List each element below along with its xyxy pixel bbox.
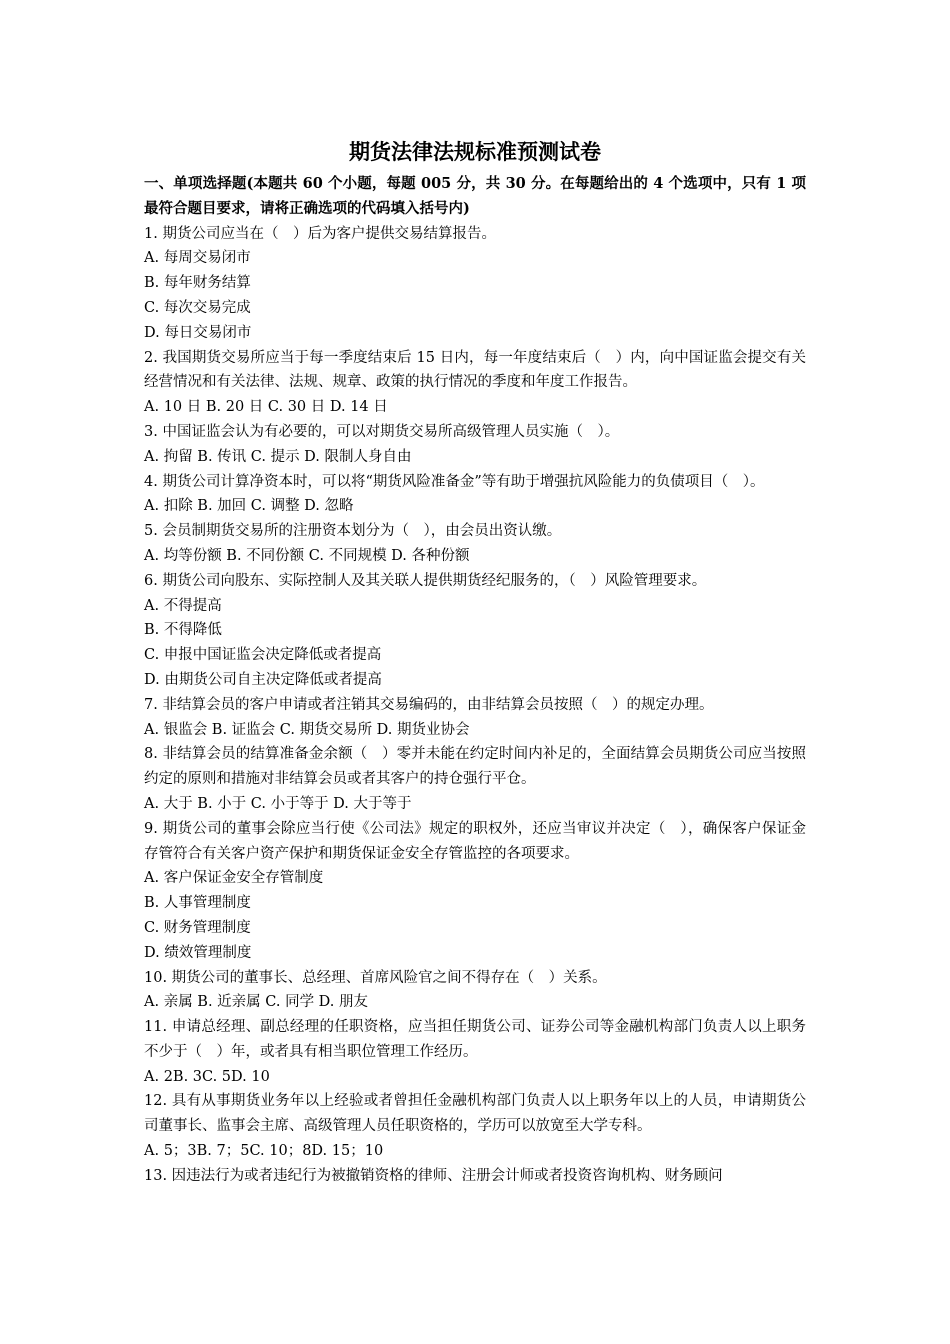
- answer-option: A. 不得提高: [144, 597, 222, 614]
- question-text: 9. 期货公司的董事会除应当行使《公司法》规定的职权外，还应当审议并决定（ ），确保客户保证金存管符合有关客户资产保护和期货保证金安全存管监控的各项要求。: [144, 820, 806, 862]
- answer-option: B. 人事管理制度: [144, 895, 251, 912]
- answer-option: A. 10 日 B. 20 日 C. 30 日 D. 14 日: [144, 399, 388, 416]
- answer-option: C. 申报中国证监会决定降低或者提高: [144, 647, 382, 664]
- question-text: 5. 会员制期货交易所的注册资本划分为（ ），由会员出资认缴。: [144, 523, 562, 540]
- answer-option: B. 不得降低: [144, 622, 222, 639]
- document-title: 期货法律法规标准预测试卷: [349, 139, 601, 164]
- answer-option: A. 拘留 B. 传讯 C. 提示 D. 限制人身自由: [144, 448, 412, 465]
- answer-option: A. 扣除 B. 加回 C. 调整 D. 忽略: [144, 498, 354, 515]
- answer-option: B. 每年财务结算: [144, 275, 251, 292]
- answer-option: A. 客户保证金安全存管制度: [144, 870, 324, 887]
- answer-option: C. 每次交易完成: [144, 299, 251, 316]
- question-text: 7. 非结算会员的客户申请或者注销其交易编码的，由非结算会员按照（ ）的规定办理。: [144, 696, 714, 713]
- question-text: 8. 非结算会员的结算准备金余额（ ）零并未能在约定时间内补足的，全面结算会员期货公司应当按照约定的原则和措施对非结算会员或者其客户的持仓强行平仓。: [144, 746, 806, 788]
- answer-option: D. 由期货公司自主决定降低或者提高: [144, 671, 382, 688]
- question-text: 10. 期货公司的董事长、总经理、首席风险官之间不得存在（ ）关系。: [144, 969, 607, 986]
- answer-option: A. 大于 B. 小于 C. 小于等于 D. 大于等于: [144, 795, 412, 812]
- question-text: 2. 我国期货交易所应当于每一季度结束后 15 日内，每一年度结束后（ ）内，向中国证监会提交有关经营情况和有关法律、法规、规章、政策的执行情况的季度和年度工作报告。: [144, 349, 806, 391]
- document-page: [144, 132, 806, 1189]
- answer-option: C. 财务管理制度: [144, 919, 251, 936]
- answer-option: D. 绩效管理制度: [144, 944, 252, 961]
- question-text: 6. 期货公司向股东、实际控制人及其关联人提供期货经纪服务的，（ ）风险管理要求。: [144, 572, 707, 589]
- question-text: 3. 中国证监会认为有必要的，可以对期货交易所高级管理人员实施（ ）。: [144, 423, 620, 440]
- answer-option: D. 每日交易闭市: [144, 324, 252, 341]
- question-text: 1. 期货公司应当在（ ）后为客户提供交易结算报告。: [144, 225, 496, 242]
- question-text: 4. 期货公司计算净资本时，可以将“期货风险准备金”等有助于增强抗风险能力的负债项目（ ）。: [144, 473, 765, 490]
- answer-option: A. 均等份额 B. 不同份额 C. 不同规模 D. 各种份额: [144, 547, 470, 564]
- question-text: 12. 具有从事期货业务年以上经验或者曾担任金融机构部门负责人以上职务年以上的人员，申请期货公司董事长、监事会主席、高级管理人员任职资格的，学历可以放宽至大学专科。: [144, 1093, 806, 1135]
- answer-option: A. 2B. 3C. 5D. 10: [144, 1068, 270, 1085]
- question-list: [144, 222, 806, 1189]
- answer-option: A. 每周交易闭市: [144, 250, 251, 267]
- question-text: 13. 因违法行为或者违纪行为被撤销资格的律师、注册会计师或者投资咨询机构、财务顾问: [144, 1167, 723, 1184]
- section-header: 一、单项选择题(本题共 60 个小题，每题 005 分，共 30 分。在每题给出的 4 个选项中，只有 1 项最符合题目要求，请将正确选项的代码填入括号内): [144, 175, 806, 217]
- answer-option: A. 银监会 B. 证监会 C. 期货交易所 D. 期货业协会: [144, 721, 470, 738]
- question-text: 11. 申请总经理、副总经理的任职资格，应当担任期货公司、证券公司等金融机构部门负责人以上职务不少于（ ）年，或者具有相当职位管理工作经历。: [144, 1019, 806, 1060]
- answer-option: A. 亲属 B. 近亲属 C. 同学 D. 朋友: [144, 994, 369, 1011]
- answer-option: A. 5；3B. 7；5C. 10；8D. 15；10: [144, 1143, 384, 1160]
